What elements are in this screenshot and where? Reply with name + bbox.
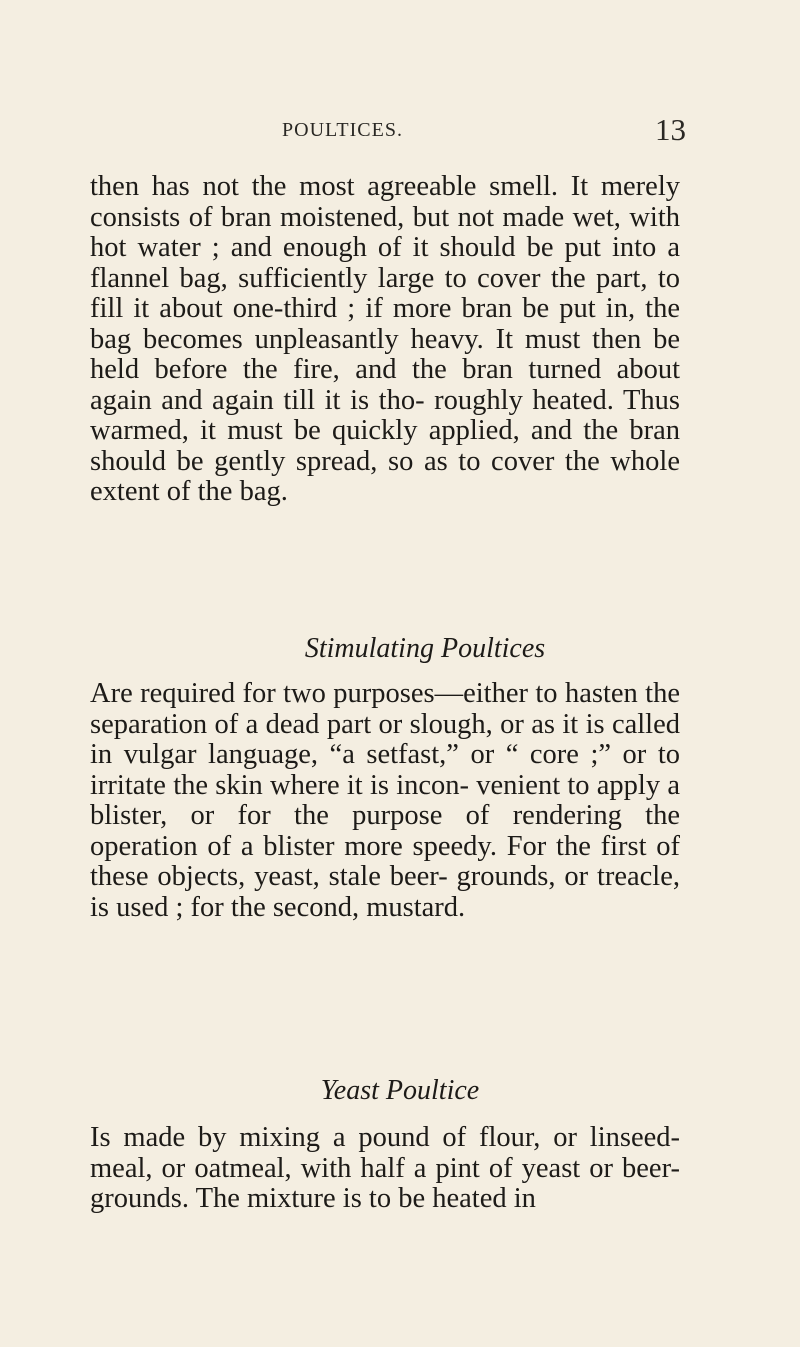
section-heading-stimulating-poultices: Stimulating Poultices <box>304 633 546 664</box>
running-title: POULTICES. <box>282 119 403 141</box>
paragraph-stimulating-poultices: Are required for two purposes—either to hasten the separation of a dead part or slough, or as it is called in vulgar language, “a setfast,” or “ core ;” or to irritate the skin where it is incon- venient to apply a blister, or for the purpose of rendering the operation of a blister more speedy. For the first of these objects, yeast, stale beer- grounds, or treacle, is used ; for the second, mustard. <box>90 678 680 923</box>
section-heading-yeast-poultice: Yeast Poultice <box>320 1075 480 1106</box>
paragraph-yeast-poultice: Is made by mixing a pound of flour, or linseed- meal, or oatmeal, with half a pint of yeast or beer-grounds. The mixture is to be heated in <box>90 1122 680 1214</box>
running-head <box>0 111 800 147</box>
page-number: 13 <box>655 112 686 147</box>
paragraph-bran-poultice: then has not the most agreeable smell. It merely consists of bran moistened, but not made wet, with hot water ; and enough of it should be put into a flannel bag, sufficiently large to cover the part, to fill it about one-third ; if more bran be put in, the bag becomes unpleasantly heavy. It must then be held before the fire, and the bran turned about again and again till it is tho- roughly heated. Thus warmed, it must be quickly applied, and the bran should be gently spread, so as to cover the whole extent of the bag. <box>90 171 680 507</box>
